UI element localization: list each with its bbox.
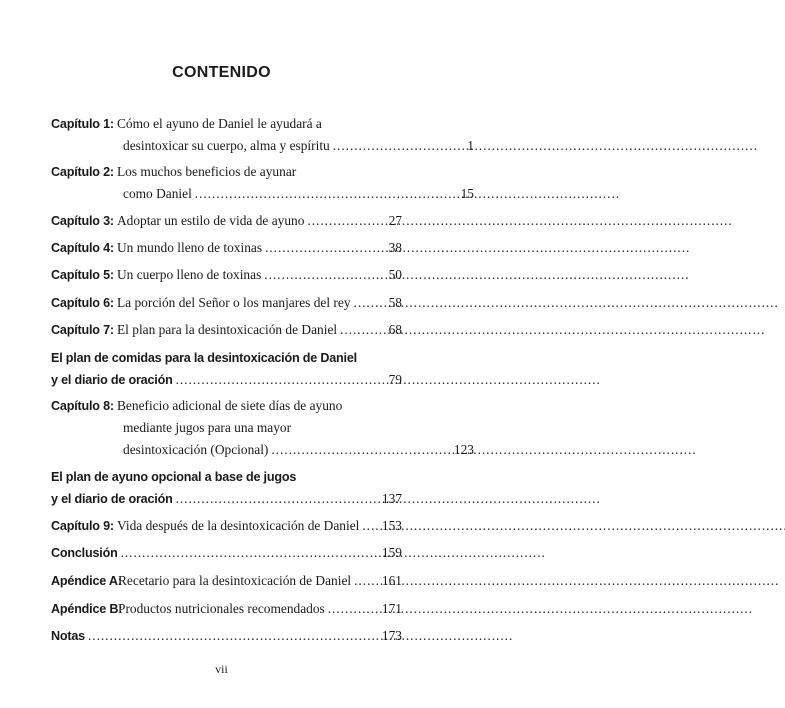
chapter-title: La porción del Señor o los manjares del rey — [117, 295, 351, 310]
appendix-label: Apéndice B: — [51, 602, 123, 616]
section-title: El plan de comidas para la desintoxicación de Daniel — [51, 351, 357, 365]
chapter-label: Capítulo 3: — [51, 214, 114, 228]
toc-entry-conclusion[interactable] — [51, 544, 402, 562]
leader-dots — [328, 600, 380, 618]
chapter-title: Beneficio adicional de siete días de ayuno — [117, 398, 343, 413]
leader-dots — [176, 371, 387, 389]
appendix-title: Productos nutricionales recomendados — [118, 601, 325, 616]
toc-entry-section-juice-plan-cont[interactable] — [51, 490, 402, 508]
toc-entry-section-meal-plan[interactable] — [51, 349, 402, 367]
toc-entry-chapter-8[interactable] — [51, 397, 402, 415]
chapter-title: Vida después de la desintoxicación de Daniel — [117, 518, 360, 533]
appendix-title: Recetario para la desintoxicación de Daniel — [118, 573, 352, 588]
chapter-title: El plan para la desintoxicación de Daniel — [117, 322, 338, 337]
chapter-label: Capítulo 6: — [51, 296, 114, 310]
section-title: y el diario de oración — [51, 492, 173, 506]
page-number: 153 — [381, 518, 402, 533]
chapter-label: Capítulo 2: — [51, 165, 114, 179]
page-number: 27 — [388, 213, 402, 228]
toc-entry-chapter-4[interactable] — [51, 239, 402, 257]
page-number: 15 — [460, 186, 474, 201]
toc-entry-chapter-3[interactable] — [51, 212, 402, 230]
chapter-title: como Daniel — [123, 186, 192, 201]
leader-dots — [333, 137, 466, 155]
notes-label: Notas — [51, 629, 85, 643]
chapter-title: Un mundo lleno de toxinas — [117, 240, 263, 255]
page-number: 1 — [467, 138, 474, 153]
chapter-title: Un cuerpo lleno de toxinas — [117, 267, 262, 282]
toc-entry-section-meal-plan-cont[interactable] — [51, 371, 402, 389]
chapter-label: Capítulo 7: — [51, 323, 114, 337]
toc-entry-chapter-2[interactable] — [51, 163, 402, 181]
toc-entry-chapter-7[interactable] — [51, 321, 402, 339]
toc-entry-chapter-6[interactable] — [51, 294, 402, 312]
conclusion-label: Conclusión — [51, 546, 118, 560]
page-number: 173 — [381, 628, 402, 643]
toc-entry-chapter-9[interactable] — [51, 517, 402, 535]
appendix-label: Apéndice A: — [51, 574, 122, 588]
section-title: y el diario de oración — [51, 373, 173, 387]
chapter-label: Capítulo 5: — [51, 268, 114, 282]
chapter-label: Capítulo 4: — [51, 241, 114, 255]
chapter-title: desintoxicar su cuerpo, alma y espíritu — [123, 138, 330, 153]
page-number: 50 — [388, 267, 402, 282]
page-number: 79 — [388, 372, 402, 387]
page-number: 137 — [381, 491, 402, 506]
toc-entry-chapter-2-cont[interactable] — [51, 185, 474, 203]
leader-dots — [265, 239, 387, 257]
leader-dots — [271, 441, 452, 459]
toc-entry-chapter-1[interactable] — [51, 115, 402, 133]
toc-entry-section-juice-plan[interactable] — [51, 468, 402, 486]
leader-dots — [307, 212, 386, 230]
page-number: 161 — [381, 573, 402, 588]
leader-dots — [88, 627, 380, 645]
leader-dots — [354, 294, 387, 312]
page-number: 159 — [381, 545, 402, 560]
chapter-label: Capítulo 8: — [51, 399, 114, 413]
page-number: 68 — [388, 322, 402, 337]
leader-dots — [176, 490, 380, 508]
chapter-title: mediante jugos para una mayor — [123, 420, 292, 435]
leader-dots — [195, 185, 459, 203]
toc-entry-appendix-b[interactable] — [51, 600, 402, 618]
chapter-title: Cómo el ayuno de Daniel le ayudará a — [117, 116, 322, 131]
page-title: CONTENIDO — [172, 64, 271, 81]
leader-dots — [340, 321, 386, 339]
toc-entry-chapter-5[interactable] — [51, 266, 402, 284]
toc-entry-appendix-a[interactable] — [51, 572, 402, 590]
section-title: El plan de ayuno opcional a base de jugos — [51, 470, 297, 484]
page-number-footer: vii — [215, 662, 228, 676]
page-number: 38 — [388, 240, 402, 255]
page-number: 58 — [388, 295, 402, 310]
leader-dots — [354, 572, 380, 590]
page-number: 123 — [453, 442, 474, 457]
chapter-label: Capítulo 1: — [51, 117, 114, 131]
toc-entry-chapter-1-cont[interactable] — [51, 137, 474, 155]
chapter-title: Adoptar un estilo de vida de ayuno — [117, 213, 305, 228]
chapter-title: desintoxicación (Opcional) — [123, 442, 269, 457]
toc-entry-chapter-8-cont[interactable] — [51, 419, 474, 437]
leader-dots — [121, 544, 380, 562]
leader-dots — [264, 266, 386, 284]
page-number: 171 — [381, 601, 402, 616]
toc-entry-notes[interactable] — [51, 627, 402, 645]
chapter-title: Los muchos beneficios de ayunar — [117, 164, 297, 179]
toc-entry-chapter-8-cont2[interactable] — [51, 441, 474, 459]
leader-dots — [362, 517, 380, 535]
chapter-label: Capítulo 9: — [51, 519, 114, 533]
